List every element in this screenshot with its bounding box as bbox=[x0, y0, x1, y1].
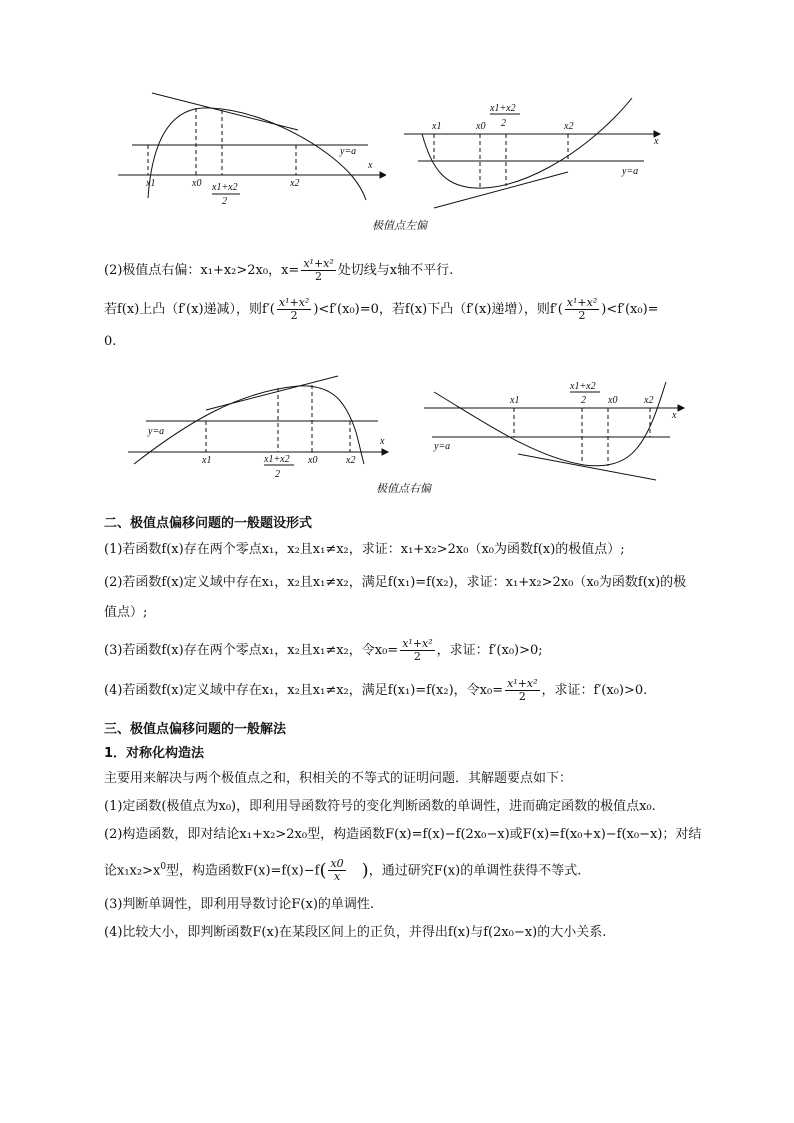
label-x-axis: x bbox=[654, 136, 659, 147]
label-x2: x2 bbox=[564, 121, 574, 132]
label-x1: x1 bbox=[510, 395, 520, 406]
caption-right-shift: 极值点右偏 bbox=[376, 482, 431, 495]
label-x-axis: x bbox=[380, 436, 385, 447]
fraction: $\frac{x0}{x}$ bbox=[330, 857, 344, 884]
label-x2: x2 bbox=[346, 455, 356, 466]
label-x-axis: x bbox=[672, 410, 677, 421]
label-x1: x1 bbox=[202, 455, 212, 466]
label-x1-plus-x2: x1+x2 bbox=[264, 454, 290, 465]
para-right-shift: (2)极值点右偏：x₁+x₂>2x₀，x= $\frac{\text{x¹+x²}}{2}$ 处切线与x轴不平行. bbox=[104, 257, 454, 283]
label-x1: x1 bbox=[432, 121, 442, 132]
label-x0: x0 bbox=[608, 395, 618, 406]
method-step-2-line-1: (2)构造函数，即对结论x₁+x₂>2x₀型，构造函数F(x)=f(x)−f(2x₀−x)或F(x)=f(x₀+x)−f(x₀−x)；对结 bbox=[104, 827, 702, 842]
subsection-heading-1: 1．对称化构造法 bbox=[104, 746, 205, 761]
label-y-eq-a: y=a bbox=[622, 166, 639, 177]
label-x2: x2 bbox=[644, 395, 654, 406]
figure-left-shift-concave-down bbox=[118, 88, 386, 208]
label-y-eq-a: y=a bbox=[148, 426, 165, 437]
method-step-3: (3)判断单调性，即利用导数讨论F(x)的单调性. bbox=[104, 897, 375, 912]
question-2-line-2: 值点）; bbox=[104, 605, 148, 620]
label-x-axis: x bbox=[368, 160, 373, 171]
figure-right-shift-concave-up bbox=[424, 372, 690, 482]
label-x1-plus-x2: x1+x2 bbox=[212, 182, 238, 193]
label-two: 2 bbox=[501, 118, 506, 129]
label-two: 2 bbox=[275, 469, 280, 480]
fraction: $\frac{\text{x¹+x²}}{2}$ bbox=[566, 296, 598, 322]
label-y-eq-a: y=a bbox=[434, 441, 451, 452]
fraction: $\frac{\text{x¹+x²}}{2}$ bbox=[402, 637, 433, 663]
figure-left-shift-concave-up bbox=[404, 98, 668, 218]
section-heading-three: 三、极值点偏移问题的一般解法 bbox=[104, 722, 287, 737]
method-step-2-line-2: 论$x_1x_2>x^0$型，构造函数F(x)=f(x)−f( $\frac{x0}{x}$ )，通过研究F(x)的单调性获得不等式. bbox=[104, 857, 582, 884]
label-x1: x1 bbox=[146, 178, 156, 189]
label-x1-plus-x2: x1+x2 bbox=[570, 381, 596, 392]
label-x2: x2 bbox=[290, 178, 300, 189]
question-1: (1)若函数f(x)存在两个零点x₁，x₂且x₁≠x₂，求证：x₁+x₂>2x₀（x₀为函数f(x)的极值点）; bbox=[104, 542, 625, 557]
para-convexity: 若f(x)上凸（f′(x)递减），则f′( $\frac{\text{x¹+x²}}{2}$ )<f′(x₀)=0，若f(x)下凸（f′(x)递增），则f′( $\frac{\text{x¹+x²}}{2}$ )<f′(x₀)= bbox=[104, 296, 659, 322]
caption-left-shift: 极值点左偏 bbox=[372, 219, 427, 232]
fraction: $\frac{\text{x¹+x²}}{2}$ bbox=[278, 296, 310, 322]
label-two: 2 bbox=[581, 395, 586, 406]
fraction: $\frac{\text{x¹+x²}}{2}$ bbox=[507, 677, 538, 703]
label-y-eq-a: y=a bbox=[340, 146, 357, 157]
label-two: 2 bbox=[222, 196, 227, 207]
question-3: (3)若函数f(x)存在两个零点x₁，x₂且x₁≠x₂，令x₀= $\frac{\text{x¹+x²}}{2}$ ，求证：f′(x₀)>0; bbox=[104, 637, 543, 663]
label-x0: x0 bbox=[192, 178, 202, 189]
question-2-line-1: (2)若函数f(x)定义域中存在x₁，x₂且x₁≠x₂，满足f(x₁)=f(x₂)，求证：x₁+x₂>2x₀（x₀为函数f(x)的极 bbox=[104, 575, 687, 590]
method-intro: 主要用来解决与两个极值点之和，积相关的不等式的证明问题．其解题要点如下： bbox=[104, 771, 573, 786]
question-4: (4)若函数f(x)定义域中存在x₁，x₂且x₁≠x₂，满足f(x₁)=f(x₂)，令x₀= $\frac{\text{x¹+x²}}{2}$ ，求证：f′(x₀)>0. bbox=[104, 677, 648, 703]
para-convexity-end: 0. bbox=[104, 334, 117, 349]
fraction: $\frac{\text{x¹+x²}}{2}$ bbox=[303, 257, 334, 283]
method-step-4: (4)比较大小，即判断函数F(x)在某段区间上的正负，并得出f(x)与f(2x₀−x)的大小关系. bbox=[104, 925, 607, 940]
label-x1-plus-x2: x1+x2 bbox=[490, 103, 516, 114]
label-x0: x0 bbox=[308, 455, 318, 466]
section-heading-two: 二、极值点偏移问题的一般题设形式 bbox=[104, 516, 313, 531]
label-x0: x0 bbox=[476, 121, 486, 132]
method-step-1: (1)定函数(极值点为x₀)，即利用导函数符号的变化判断函数的单调性，进而确定函数的极值点x₀. bbox=[104, 799, 656, 814]
figure-right-shift-concave-down bbox=[128, 372, 390, 484]
